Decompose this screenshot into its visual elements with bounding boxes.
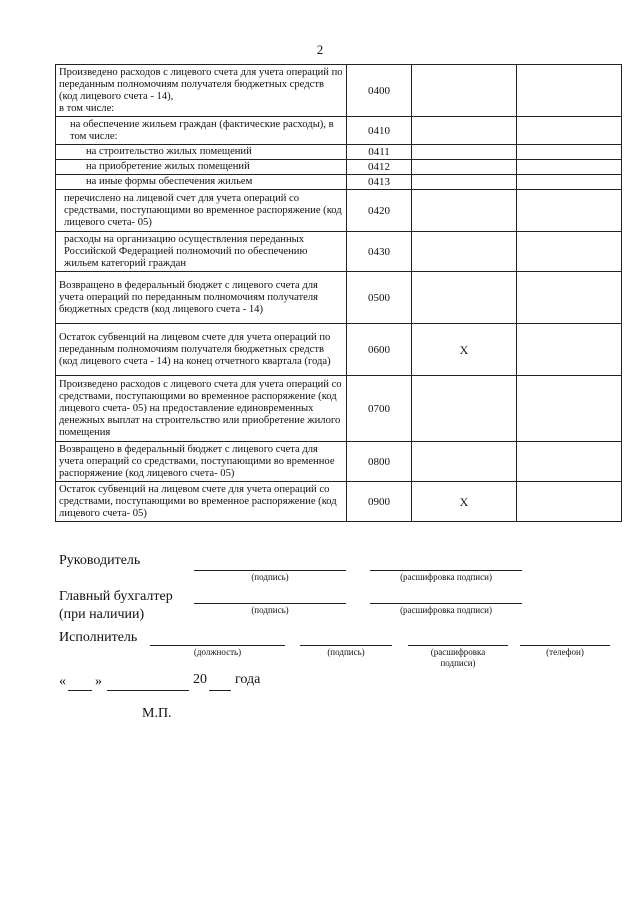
date-year-line[interactable] bbox=[209, 690, 231, 691]
row-value-1 bbox=[412, 442, 517, 482]
row-value-2 bbox=[517, 442, 622, 482]
date-day-line[interactable] bbox=[68, 690, 92, 691]
table-row bbox=[56, 117, 622, 145]
executor-decoding-caption: (расшифровка bbox=[430, 647, 486, 657]
executor-position-caption: (должность) bbox=[193, 647, 242, 657]
row-code: 0412 bbox=[347, 160, 412, 175]
head-decoding-caption: (расшифровка подписи) bbox=[400, 572, 492, 582]
table-row bbox=[56, 442, 622, 482]
table-row bbox=[56, 376, 622, 442]
row-description: на иные формы обеспечения жильем bbox=[56, 175, 347, 190]
table-row bbox=[56, 232, 622, 272]
head-decoding-line[interactable] bbox=[370, 570, 522, 571]
executor-signature-caption: (подпись) bbox=[327, 647, 365, 657]
row-code: 0800 bbox=[347, 442, 412, 482]
row-value-1 bbox=[412, 190, 517, 232]
row-value-1 bbox=[412, 117, 517, 145]
row-description: Произведено расходов с лицевого счета для учета операций со средствами, поступающими во временное распоряжение (код лицевого счета- 05) на предоставление единовременных денежных выплат на строительство или приобретение жилого помещения bbox=[56, 376, 347, 442]
executor-decoding-caption-2: подписи) bbox=[440, 658, 476, 668]
executor-signature-line[interactable] bbox=[300, 645, 392, 646]
table-row bbox=[56, 160, 622, 175]
row-description: расходы на организацию осуществления переданных Российской Федерацией полномочий по обеспечению жильем категорий граждан bbox=[56, 232, 347, 272]
row-description: Возвращено в федеральный бюджет с лицевого счета для учета операций по переданным полномочиям получателя бюджетных средств (код лицевого счета - 14) bbox=[56, 272, 347, 324]
row-code: 0900 bbox=[347, 482, 412, 522]
table-row bbox=[56, 482, 622, 522]
date-year-word: года bbox=[235, 672, 261, 687]
row-value-2 bbox=[517, 145, 622, 160]
row-value-2 bbox=[517, 175, 622, 190]
row-value-1 bbox=[412, 232, 517, 272]
row-description: перечислено на лицевой счет для учета операций со средствами, поступающими во временное распоряжение (код лицевого счета- 05) bbox=[56, 190, 347, 232]
row-description: на обеспечение жильем граждан (фактические расходы), в том числе: bbox=[56, 117, 347, 145]
chief-accountant-decoding-line[interactable] bbox=[370, 603, 522, 604]
date-year-prefix: 20 bbox=[193, 672, 207, 687]
row-description: Остаток субвенций на лицевом счете для учета операций со средствами, поступающими во временное распоряжение (код лицевого счета- 05) bbox=[56, 482, 347, 522]
row-value-1 bbox=[412, 160, 517, 175]
chief-accountant-decoding-caption: (расшифровка подписи) bbox=[400, 605, 492, 615]
row-description: на строительство жилых помещений bbox=[56, 145, 347, 160]
report-table bbox=[55, 64, 622, 522]
row-description: Произведено расходов с лицевого счета для учета операций по переданным полномочиям получателя бюджетных средств (код лицевого счета - 14), в том числе: bbox=[56, 65, 347, 117]
row-code: 0411 bbox=[347, 145, 412, 160]
executor-label: Исполнитель bbox=[59, 630, 138, 645]
table-row bbox=[56, 175, 622, 190]
page-number: 2 bbox=[316, 42, 324, 57]
chief-accountant-label: Главный бухгалтер bbox=[59, 589, 173, 604]
executor-position-line[interactable] bbox=[150, 645, 285, 646]
head-signature-line[interactable] bbox=[194, 570, 346, 571]
row-code: 0413 bbox=[347, 175, 412, 190]
stamp-place: М.П. bbox=[142, 706, 172, 721]
date-month-line[interactable] bbox=[107, 690, 189, 691]
row-description: Возвращено в федеральный бюджет с лицевого счета для учета операций со средствами, поступающими во временное распоряжение (код лицевого счета- 05) bbox=[56, 442, 347, 482]
executor-phone-caption: (телефон) bbox=[546, 647, 584, 657]
row-code: 0500 bbox=[347, 272, 412, 324]
head-signature-caption: (подпись) bbox=[251, 572, 289, 582]
table-row bbox=[56, 324, 622, 376]
row-value-2 bbox=[517, 272, 622, 324]
row-description: на приобретение жилых помещений bbox=[56, 160, 347, 175]
row-code: 0400 bbox=[347, 65, 412, 117]
row-value-2 bbox=[517, 376, 622, 442]
row-value-1 bbox=[412, 376, 517, 442]
row-value-1: Х bbox=[412, 324, 517, 376]
row-value-1 bbox=[412, 175, 517, 190]
row-value-1 bbox=[412, 272, 517, 324]
row-value-2 bbox=[517, 232, 622, 272]
head-label: Руководитель bbox=[59, 553, 141, 568]
row-value-1: Х bbox=[412, 482, 517, 522]
chief-accountant-signature-line[interactable] bbox=[194, 603, 346, 604]
row-value-2 bbox=[517, 324, 622, 376]
row-code: 0410 bbox=[347, 117, 412, 145]
table-row bbox=[56, 65, 622, 117]
row-code: 0420 bbox=[347, 190, 412, 232]
row-code: 0700 bbox=[347, 376, 412, 442]
date-close-quote: » bbox=[95, 674, 102, 689]
row-value-1 bbox=[412, 65, 517, 117]
date-open-quote: « bbox=[59, 674, 66, 689]
row-value-2 bbox=[517, 117, 622, 145]
row-value-2 bbox=[517, 160, 622, 175]
chief-accountant-label-note: (при наличии) bbox=[59, 607, 145, 622]
row-value-2 bbox=[517, 190, 622, 232]
table-row bbox=[56, 145, 622, 160]
row-value-1 bbox=[412, 145, 517, 160]
row-value-2 bbox=[517, 65, 622, 117]
row-description: Остаток субвенций на лицевом счете для учета операций по переданным полномочиям получателя бюджетных средств (код лицевого счета - 14) на конец отчетного квартала (года) bbox=[56, 324, 347, 376]
table-row bbox=[56, 272, 622, 324]
chief-accountant-signature-caption: (подпись) bbox=[251, 605, 289, 615]
row-code: 0430 bbox=[347, 232, 412, 272]
executor-decoding-line[interactable] bbox=[408, 645, 508, 646]
executor-phone-line[interactable] bbox=[520, 645, 610, 646]
table-row bbox=[56, 190, 622, 232]
row-value-2 bbox=[517, 482, 622, 522]
row-code: 0600 bbox=[347, 324, 412, 376]
